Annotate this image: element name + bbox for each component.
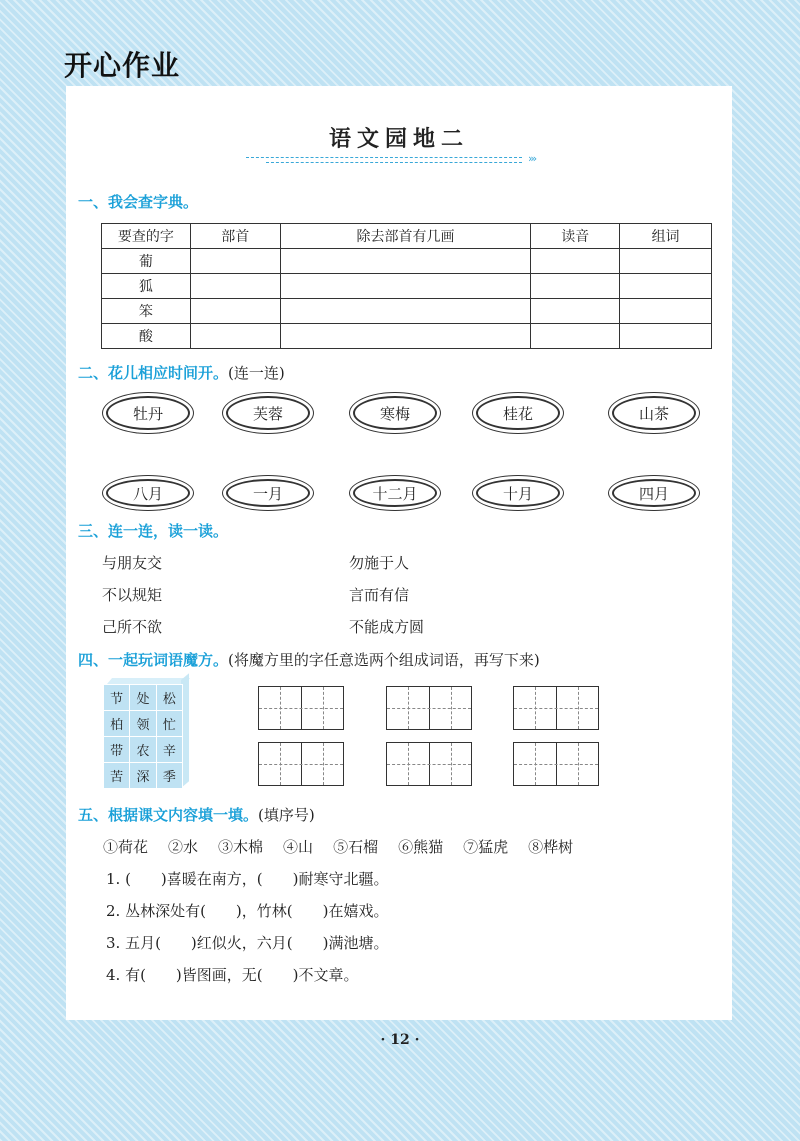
- cube-char: 松: [156, 685, 182, 711]
- cube-char: 农: [130, 737, 156, 763]
- fill-blank-line[interactable]: 3. 五月( )红似火，六月( )满池塘。: [106, 934, 389, 952]
- choice-item: ⑥熊猫: [398, 838, 444, 856]
- cube-char: 节: [104, 685, 130, 711]
- dictionary-table: [101, 223, 712, 349]
- cube-char: 处: [130, 685, 156, 711]
- month-oval[interactable]: 十月: [476, 479, 560, 507]
- choice-item: ②水: [168, 838, 199, 856]
- choice-item: ⑧桦树: [528, 838, 574, 856]
- answer-cell[interactable]: [280, 249, 531, 274]
- table-row: [102, 299, 712, 324]
- flower-oval[interactable]: 桂花: [476, 396, 560, 430]
- answer-cell[interactable]: [190, 274, 280, 299]
- section1-heading: 一、我会查字典。: [78, 193, 199, 211]
- month-oval[interactable]: 八月: [106, 479, 190, 507]
- choice-item: ①荷花: [103, 838, 149, 856]
- writing-grid[interactable]: [386, 686, 472, 730]
- writing-grid[interactable]: [513, 686, 599, 730]
- answer-cell[interactable]: [190, 324, 280, 349]
- writing-grid[interactable]: [386, 742, 472, 786]
- choice-item: ④山: [283, 838, 314, 856]
- table-header: 部首: [190, 224, 280, 249]
- cube-char: 柏: [104, 711, 130, 737]
- flower-oval[interactable]: 山茶: [612, 396, 696, 430]
- answer-cell[interactable]: [620, 274, 712, 299]
- table-row: [102, 274, 712, 299]
- title-divider: [246, 152, 542, 166]
- lookup-char: 笨: [102, 299, 191, 324]
- lookup-char: 狐: [102, 274, 191, 299]
- section2-heading: 二、花儿相应时间开。(连一连): [78, 364, 285, 382]
- idiom-right[interactable]: 勿施于人: [349, 554, 410, 572]
- answer-cell[interactable]: [280, 274, 531, 299]
- cube-char: 领: [130, 711, 156, 737]
- cube-char: 辛: [156, 737, 182, 763]
- idiom-left[interactable]: 不以规矩: [102, 586, 163, 604]
- answer-cell[interactable]: [620, 324, 712, 349]
- lookup-char: 葡: [102, 249, 191, 274]
- table-header: 组词: [620, 224, 712, 249]
- idiom-left[interactable]: 己所不欲: [102, 618, 163, 636]
- cube-char: 带: [104, 737, 130, 763]
- fill-blank-line[interactable]: 2. 丛林深处有( )，竹林( )在嬉戏。: [106, 902, 389, 920]
- answer-cell[interactable]: [190, 299, 280, 324]
- flower-oval[interactable]: 芙蓉: [226, 396, 310, 430]
- writing-grid[interactable]: [513, 742, 599, 786]
- answer-cell[interactable]: [531, 299, 620, 324]
- answer-cell[interactable]: [620, 249, 712, 274]
- answer-cell[interactable]: [531, 249, 620, 274]
- lookup-char: 酸: [102, 324, 191, 349]
- table-row: [102, 324, 712, 349]
- choice-list: [103, 836, 593, 857]
- table-header: 读音: [531, 224, 620, 249]
- choice-item: ⑦猛虎: [463, 838, 509, 856]
- answer-cell[interactable]: [531, 324, 620, 349]
- answer-cell[interactable]: [190, 249, 280, 274]
- idiom-right[interactable]: 言而有信: [349, 586, 410, 604]
- answer-cell[interactable]: [280, 299, 531, 324]
- writing-grid[interactable]: [258, 686, 344, 730]
- flower-oval[interactable]: 寒梅: [353, 396, 437, 430]
- section4-note: (将魔方里的字任意选两个组成词语，再写下来): [228, 651, 540, 669]
- month-oval[interactable]: 四月: [612, 479, 696, 507]
- idiom-right[interactable]: 不能成方圆: [349, 618, 425, 636]
- table-header-row: [102, 224, 712, 249]
- answer-cell[interactable]: [531, 274, 620, 299]
- section2-note: (连一连): [228, 364, 285, 382]
- cube-char: 苦: [104, 763, 130, 789]
- idiom-left[interactable]: 与朋友交: [102, 554, 163, 572]
- page-number: · 12 ·: [380, 1032, 420, 1048]
- choice-item: ⑤石榴: [333, 838, 379, 856]
- cube-char: 季: [156, 763, 182, 789]
- word-cube: [103, 684, 191, 792]
- answer-cell[interactable]: [620, 299, 712, 324]
- section5-note: (填序号): [258, 806, 315, 824]
- table-header: 要查的字: [102, 224, 191, 249]
- cube-char: 忙: [156, 711, 182, 737]
- table-header: 除去部首有几画: [280, 224, 531, 249]
- table-row: [102, 249, 712, 274]
- answer-cell[interactable]: [280, 324, 531, 349]
- flower-oval[interactable]: 牡丹: [106, 396, 190, 430]
- fill-blank-line[interactable]: 4. 有( )皆图画，无( )不文章。: [106, 966, 359, 984]
- section5-heading: 五、根据课文内容填一填。(填序号): [78, 806, 315, 824]
- section3-heading: 三、连一连，读一读。: [78, 522, 229, 540]
- choice-item: ③木棉: [218, 838, 264, 856]
- worksheet: [66, 86, 732, 1020]
- arrow-icon: ›››: [528, 152, 536, 165]
- brand-logo: 开心作业: [64, 49, 181, 82]
- section4-heading: 四、一起玩词语魔方。(将魔方里的字任意选两个组成词语，再写下来): [78, 651, 540, 669]
- cube-char: 深: [130, 763, 156, 789]
- fill-blank-line[interactable]: 1. ( )喜暖在南方，( )耐寒守北疆。: [106, 870, 389, 888]
- month-oval[interactable]: 十二月: [353, 479, 437, 507]
- writing-grid[interactable]: [258, 742, 344, 786]
- month-oval[interactable]: 一月: [226, 479, 310, 507]
- page-title: 语文园地二: [328, 126, 469, 152]
